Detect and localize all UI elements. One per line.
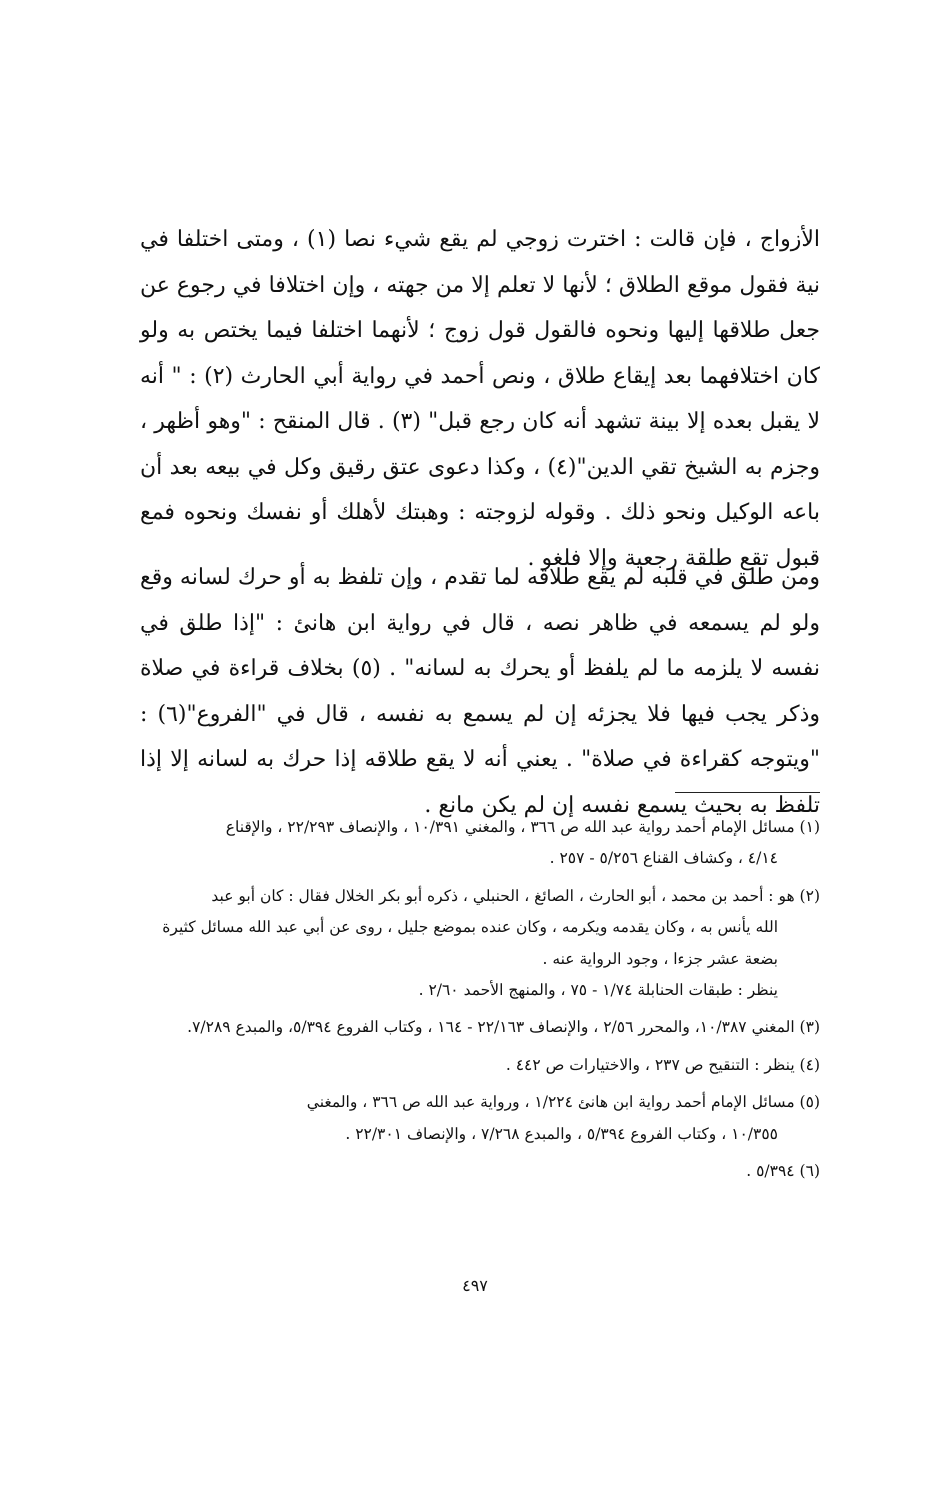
footnote-line: (٤) ينظر : التنقيح ص ٢٣٧ ، والاختيارات ص ٤٤٢ . [505,1055,820,1074]
footnotes [140,812,820,1193]
paragraph-text: ومن طلق في قلبه لم يقع طلاقه لما تقدم ، وإن تلفظ به أو حرك لسانه وقع ولو لم يسمعه في ظاهر نصه ، قال في رواية ابن هانئ : "إذا طلق في نفسه لا يلزمه ما لم يلفظ أو يحرك به لسانه" . (٥) بخلاف قراءة في صلاة وذكر يجب فيها فلا يجزئه إن لم يسمع به نفسه ، قال في "الفروع"(٦) : "ويتوجه كقراءة في صلاة" . يعني أنه لا يقع طلاقه إذا حرك به لسانه إلا إذا تلفظ به بحيث يسمع نفسه إن لم يكن مانع . [140,565,820,818]
footnote-line: (٥) مسائل الإمام أحمد رواية ابن هانئ ١/٢٢٤ ، ورواية عبد الله ص ٣٦٦ ، والمغني [306,1093,820,1112]
footnote-2 [140,881,820,1007]
footnote-line: بضعة عشر جزءا ، وجود الرواية عنه . [542,949,778,968]
footnote-5 [140,1087,820,1150]
body-paragraph-2 [140,555,820,828]
footnote-line: (٣) المغني ١٠/٣٨٧، والمحرر ٢/٥٦ ، والإنصاف ٢٢/١٦٣ - ١٦٤ ، وكتاب الفروع ٥/٣٩٤، والمبدع ٧/٢٨٩. [187,1018,820,1037]
footnote-3 [140,1012,820,1043]
footnote-line: (١) مسائل الإمام أحمد رواية عبد الله ص ٣٦٦ ، والمغني ١٠/٣٩١ ، والإنصاف ٢٢/٢٩٣ ، والإقناع [225,818,820,836]
footnote-line: ينظر : طبقات الحنابلة ١/٧٤ - ٧٥ ، والمنهج الأحمد ٢/٦٠ . [418,981,778,1000]
body-paragraph-1 [140,217,820,581]
footnote-1 [140,812,820,875]
footnote-line: (٢) هو : أحمد بن محمد ، أبو الحارث ، الصائغ ، الحنبلي ، ذكره أبو بكر الخلال فقال : كان أبو عبد [211,886,820,905]
footnote-line: ٤/١٤ ، وكشاف القناع ٥/٢٥٦ - ٢٥٧ . [549,849,778,868]
footnote-4 [140,1050,820,1081]
footnote-separator [675,792,820,793]
page-number: ٤٩٧ [462,1276,488,1295]
footnote-line: (٦) ٥/٣٩٤ . [746,1162,820,1181]
paragraph-text: الأزواج ، فإن قالت : اخترت زوجي لم يقع شيء نصا (١) ، ومتى اختلفا في نية فقول موقع الطلاق ؛ لأنها لا تعلم إلا من جهته ، وإن اختلافا في رجوع عن جعل طلاقها إليها ونحوه فالقول قول زوج ؛ لأنهما اختلفا فيما يختص به ولو كان اختلافهما بعد إيقاع طلاق ، ونص أحمد في رواية أبي الحارث (٢) : " أنه لا يقبل بعده إلا بينة تشهد أنه كان رجع قبل" (٣) . قال المنقح : "وهو أظهر ، وجزم به الشيخ تقي الدين"(٤) ، وكذا دعوى عتق رقيق وكل في بيعه بعد أن باعه الوكيل ونحو ذلك . وقوله لزوجته : وهبتك لأهلك أو نفسك ونحوه فمع قبول تقع طلقة رجعية وإلا فلغو . [140,227,821,571]
footnote-line: ١٠/٣٥٥ ، وكتاب الفروع ٥/٣٩٤ ، والمبدع ٧/٢٦٨ ، والإنصاف ٢٢/٣٠١ . [345,1124,778,1143]
footnote-line: الله يأنس به ، وكان يقدمه ويكرمه ، وكان عنده بموضع جليل ، روى عن أبي عبد الله مسائل كثيرة [162,918,778,937]
footnote-6 [140,1156,820,1187]
